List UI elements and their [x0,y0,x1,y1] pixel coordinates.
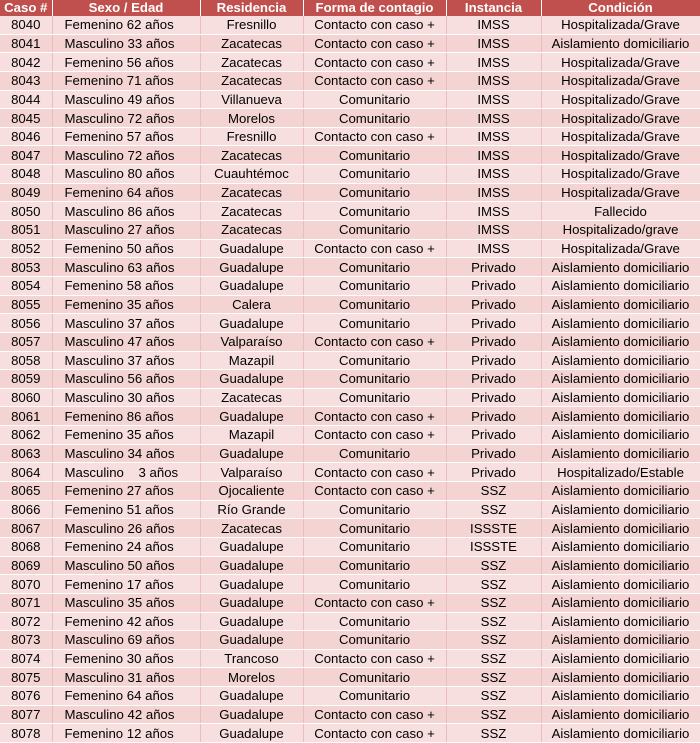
cell-instancia: Privado [446,370,541,389]
cell-caso: 8053 [0,258,52,277]
cell-condicion: Aislamiento domiciliario [541,351,700,370]
cell-caso: 8065 [0,482,52,501]
header-caso: Caso # [0,0,52,16]
cell-instancia: Privado [446,426,541,445]
cell-condicion: Aislamiento domiciliario [541,575,700,594]
cell-sexo-edad: Masculino 69 años [52,631,200,650]
table-row [0,631,700,650]
cell-residencia: Mazapil [200,351,303,370]
table-row [0,444,700,463]
table-row [0,388,700,407]
cell-residencia: Zacatecas [200,53,303,72]
table-row [0,34,700,53]
cell-sexo-edad: Femenino 86 años [52,407,200,426]
cell-sexo-edad: Masculino 27 años [52,221,200,240]
cell-forma-contagio: Comunitario [303,687,446,706]
cell-instancia: SSZ [446,724,541,743]
cell-caso: 8063 [0,444,52,463]
cell-residencia: Mazapil [200,426,303,445]
cell-sexo-edad: Masculino 35 años [52,593,200,612]
cell-caso: 8068 [0,537,52,556]
cell-residencia: Trancoso [200,649,303,668]
table-row [0,575,700,594]
cell-residencia: Guadalupe [200,705,303,724]
table-row [0,146,700,165]
cell-residencia: Zacatecas [200,519,303,538]
cell-condicion: Aislamiento domiciliario [541,668,700,687]
cell-condicion: Aislamiento domiciliario [541,482,700,501]
cell-sexo-edad: Masculino 49 años [52,90,200,109]
cell-instancia: Privado [446,295,541,314]
cell-caso: 8045 [0,109,52,128]
cell-instancia: SSZ [446,612,541,631]
cell-condicion: Aislamiento domiciliario [541,537,700,556]
cell-caso: 8047 [0,146,52,165]
cell-caso: 8049 [0,183,52,202]
cell-condicion: Aislamiento domiciliario [541,426,700,445]
table-row [0,407,700,426]
cell-caso: 8078 [0,724,52,743]
cell-sexo-edad: Masculino 72 años [52,109,200,128]
cell-residencia: Guadalupe [200,687,303,706]
cell-instancia: IMSS [446,183,541,202]
cell-instancia: IMSS [446,221,541,240]
cell-condicion: Hospitalizado/Grave [541,90,700,109]
table-row [0,463,700,482]
table-row [0,370,700,389]
cell-condicion: Aislamiento domiciliario [541,724,700,743]
cell-caso: 8054 [0,276,52,295]
cell-forma-contagio: Contacto con caso + [303,482,446,501]
cell-instancia: IMSS [446,202,541,221]
cell-residencia: Guadalupe [200,575,303,594]
table-row [0,705,700,724]
cell-residencia: Zacatecas [200,34,303,53]
cell-instancia: IMSS [446,16,541,34]
cell-instancia: SSZ [446,631,541,650]
cell-caso: 8064 [0,463,52,482]
cell-instancia: SSZ [446,649,541,668]
cell-instancia: IMSS [446,90,541,109]
cell-condicion: Aislamiento domiciliario [541,593,700,612]
cell-forma-contagio: Contacto con caso + [303,724,446,743]
cell-residencia: Guadalupe [200,314,303,333]
table-row [0,71,700,90]
cell-forma-contagio: Comunitario [303,668,446,687]
header-condicion: Condición [541,0,700,16]
cell-forma-contagio: Contacto con caso + [303,593,446,612]
table-row [0,127,700,146]
cell-instancia: Privado [446,463,541,482]
table-row [0,165,700,184]
table-row [0,556,700,575]
cell-instancia: IMSS [446,146,541,165]
table-body [0,16,700,742]
cell-residencia: Zacatecas [200,388,303,407]
cell-sexo-edad: Masculino 30 años [52,388,200,407]
cell-condicion: Aislamiento domiciliario [541,407,700,426]
cell-sexo-edad: Femenino 42 años [52,612,200,631]
cell-forma-contagio: Comunitario [303,183,446,202]
cell-sexo-edad: Femenino 71 años [52,71,200,90]
cell-residencia: Valparaíso [200,463,303,482]
cell-caso: 8071 [0,593,52,612]
cell-residencia: Fresnillo [200,16,303,34]
cell-forma-contagio: Comunitario [303,295,446,314]
cell-sexo-edad: Masculino 26 años [52,519,200,538]
cell-forma-contagio: Contacto con caso + [303,34,446,53]
cell-instancia: Privado [446,388,541,407]
cell-residencia: Guadalupe [200,370,303,389]
table-row [0,332,700,351]
cell-condicion: Aislamiento domiciliario [541,295,700,314]
cell-forma-contagio: Comunitario [303,146,446,165]
header-row [0,0,700,16]
table-row [0,183,700,202]
cell-forma-contagio: Contacto con caso + [303,426,446,445]
cell-residencia: Calera [200,295,303,314]
cell-forma-contagio: Comunitario [303,556,446,575]
table-row [0,53,700,72]
cell-caso: 8069 [0,556,52,575]
cell-residencia: Guadalupe [200,239,303,258]
cell-sexo-edad: Femenino 57 años [52,127,200,146]
cell-sexo-edad: Masculino 63 años [52,258,200,277]
header-instancia: Instancia [446,0,541,16]
cell-residencia: Guadalupe [200,444,303,463]
cell-sexo-edad: Masculino 33 años [52,34,200,53]
cell-forma-contagio: Comunitario [303,258,446,277]
cell-caso: 8061 [0,407,52,426]
cell-forma-contagio: Contacto con caso + [303,71,446,90]
cell-caso: 8048 [0,165,52,184]
table-row [0,500,700,519]
cell-instancia: Privado [446,444,541,463]
table-row [0,426,700,445]
cell-forma-contagio: Contacto con caso + [303,463,446,482]
cell-instancia: SSZ [446,687,541,706]
table-row [0,221,700,240]
cell-forma-contagio: Contacto con caso + [303,53,446,72]
cell-sexo-edad: Femenino 51 años [52,500,200,519]
cell-residencia: Guadalupe [200,724,303,743]
table-row [0,90,700,109]
cell-instancia: Privado [446,276,541,295]
cell-instancia: SSZ [446,500,541,519]
cell-forma-contagio: Comunitario [303,444,446,463]
cell-caso: 8073 [0,631,52,650]
cell-instancia: SSZ [446,556,541,575]
cell-condicion: Hospitalizada/Grave [541,71,700,90]
cell-forma-contagio: Comunitario [303,351,446,370]
cell-sexo-edad: Femenino 58 años [52,276,200,295]
cell-instancia: IMSS [446,71,541,90]
cell-condicion: Aislamiento domiciliario [541,34,700,53]
cell-instancia: IMSS [446,34,541,53]
table-row [0,276,700,295]
cell-instancia: IMSS [446,165,541,184]
table-row [0,687,700,706]
cell-sexo-edad: Femenino 64 años [52,183,200,202]
cell-forma-contagio: Contacto con caso + [303,16,446,34]
cell-sexo-edad: Femenino 62 años [52,16,200,34]
header-residencia: Residencia [200,0,303,16]
cell-condicion: Aislamiento domiciliario [541,258,700,277]
cell-forma-contagio: Contacto con caso + [303,332,446,351]
cell-caso: 8076 [0,687,52,706]
cell-condicion: Aislamiento domiciliario [541,332,700,351]
header-forma-contagio: Forma de contagio [303,0,446,16]
cell-forma-contagio: Contacto con caso + [303,705,446,724]
cell-condicion: Hospitalizada/Grave [541,127,700,146]
cell-caso: 8044 [0,90,52,109]
cell-sexo-edad: Masculino 80 años [52,165,200,184]
cell-forma-contagio: Comunitario [303,519,446,538]
cell-instancia: IMSS [446,127,541,146]
cell-instancia: Privado [446,314,541,333]
cell-condicion: Hospitalizado/Grave [541,165,700,184]
cell-caso: 8041 [0,34,52,53]
cell-instancia: Privado [446,258,541,277]
cell-forma-contagio: Contacto con caso + [303,407,446,426]
cell-residencia: Zacatecas [200,202,303,221]
cell-condicion: Aislamiento domiciliario [541,705,700,724]
table-row [0,612,700,631]
cell-sexo-edad: Femenino 64 años [52,687,200,706]
cell-instancia: IMSS [446,53,541,72]
cell-forma-contagio: Comunitario [303,165,446,184]
cell-condicion: Aislamiento domiciliario [541,612,700,631]
cell-forma-contagio: Comunitario [303,276,446,295]
cell-residencia: Fresnillo [200,127,303,146]
cell-condicion: Aislamiento domiciliario [541,388,700,407]
cell-forma-contagio: Comunitario [303,202,446,221]
cell-condicion: Aislamiento domiciliario [541,444,700,463]
cell-sexo-edad: Masculino 56 años [52,370,200,389]
cell-caso: 8062 [0,426,52,445]
cell-instancia: SSZ [446,593,541,612]
cell-residencia: Morelos [200,668,303,687]
cell-forma-contagio: Comunitario [303,500,446,519]
cell-residencia: Zacatecas [200,146,303,165]
cell-sexo-edad: Masculino 37 años [52,314,200,333]
cell-condicion: Hospitalizado/Grave [541,109,700,128]
cell-caso: 8043 [0,71,52,90]
cell-sexo-edad: Masculino 86 años [52,202,200,221]
cell-caso: 8051 [0,221,52,240]
cell-caso: 8056 [0,314,52,333]
cell-condicion: Hospitalizado/Estable [541,463,700,482]
cell-caso: 8067 [0,519,52,538]
cell-sexo-edad: Femenino 30 años [52,649,200,668]
cell-condicion: Aislamiento domiciliario [541,649,700,668]
cell-sexo-edad: Masculino 3 años [52,463,200,482]
table-row [0,668,700,687]
cell-forma-contagio: Contacto con caso + [303,649,446,668]
cell-sexo-edad: Femenino 12 años [52,724,200,743]
cell-residencia: Villanueva [200,90,303,109]
cell-instancia: SSZ [446,482,541,501]
cell-residencia: Guadalupe [200,537,303,556]
cell-residencia: Guadalupe [200,407,303,426]
cell-instancia: ISSSTE [446,537,541,556]
cell-condicion: Aislamiento domiciliario [541,370,700,389]
cell-residencia: Ojocaliente [200,482,303,501]
cell-sexo-edad: Femenino 50 años [52,239,200,258]
cell-residencia: Cuauhtémoc [200,165,303,184]
cell-forma-contagio: Comunitario [303,537,446,556]
cell-sexo-edad: Femenino 35 años [52,295,200,314]
cell-residencia: Zacatecas [200,183,303,202]
cell-forma-contagio: Comunitario [303,109,446,128]
cell-caso: 8040 [0,16,52,34]
cell-sexo-edad: Femenino 24 años [52,537,200,556]
cell-caso: 8075 [0,668,52,687]
cell-condicion: Hospitalizado/grave [541,221,700,240]
cell-sexo-edad: Masculino 34 años [52,444,200,463]
cell-caso: 8057 [0,332,52,351]
cell-caso: 8058 [0,351,52,370]
table-row [0,482,700,501]
cell-residencia: Guadalupe [200,556,303,575]
cell-sexo-edad: Masculino 31 años [52,668,200,687]
cell-caso: 8077 [0,705,52,724]
cell-condicion: Aislamiento domiciliario [541,314,700,333]
cell-residencia: Morelos [200,109,303,128]
cell-caso: 8074 [0,649,52,668]
cell-condicion: Aislamiento domiciliario [541,519,700,538]
table-row [0,295,700,314]
cell-caso: 8046 [0,127,52,146]
cell-condicion: Hospitalizada/Grave [541,16,700,34]
cell-instancia: Privado [446,332,541,351]
cell-sexo-edad: Masculino 47 años [52,332,200,351]
cell-caso: 8052 [0,239,52,258]
cell-caso: 8050 [0,202,52,221]
cell-residencia: Zacatecas [200,221,303,240]
cell-instancia: SSZ [446,575,541,594]
table-row [0,202,700,221]
cell-residencia: Guadalupe [200,593,303,612]
cell-sexo-edad: Femenino 56 años [52,53,200,72]
cell-instancia: Privado [446,407,541,426]
cell-sexo-edad: Femenino 27 años [52,482,200,501]
cell-residencia: Valparaíso [200,332,303,351]
cell-residencia: Guadalupe [200,631,303,650]
cell-instancia: IMSS [446,239,541,258]
cell-condicion: Hospitalizada/Grave [541,183,700,202]
cell-sexo-edad: Masculino 72 años [52,146,200,165]
table-row [0,537,700,556]
table-row [0,519,700,538]
cell-instancia: ISSSTE [446,519,541,538]
cell-sexo-edad: Masculino 42 años [52,705,200,724]
table-row [0,351,700,370]
table-row [0,109,700,128]
table-row [0,239,700,258]
cell-sexo-edad: Masculino 37 años [52,351,200,370]
cell-instancia: Privado [446,351,541,370]
table-row [0,258,700,277]
cell-forma-contagio: Comunitario [303,221,446,240]
cell-instancia: IMSS [446,109,541,128]
cell-caso: 8066 [0,500,52,519]
cell-condicion: Hospitalizada/Grave [541,53,700,72]
cell-condicion: Aislamiento domiciliario [541,631,700,650]
cell-residencia: Guadalupe [200,276,303,295]
cell-condicion: Fallecido [541,202,700,221]
cell-residencia: Guadalupe [200,612,303,631]
cell-condicion: Hospitalizada/Grave [541,239,700,258]
cell-instancia: SSZ [446,668,541,687]
cell-forma-contagio: Comunitario [303,388,446,407]
cell-condicion: Aislamiento domiciliario [541,687,700,706]
cell-sexo-edad: Masculino 50 años [52,556,200,575]
cell-caso: 8055 [0,295,52,314]
cell-forma-contagio: Comunitario [303,314,446,333]
cell-caso: 8060 [0,388,52,407]
cell-forma-contagio: Comunitario [303,575,446,594]
cell-forma-contagio: Comunitario [303,612,446,631]
table-row [0,314,700,333]
cell-forma-contagio: Comunitario [303,90,446,109]
cell-forma-contagio: Contacto con caso + [303,239,446,258]
table-row [0,649,700,668]
cell-sexo-edad: Femenino 17 años [52,575,200,594]
cell-forma-contagio: Contacto con caso + [303,127,446,146]
cell-sexo-edad: Femenino 35 años [52,426,200,445]
cell-residencia: Río Grande [200,500,303,519]
table-row [0,593,700,612]
cell-condicion: Aislamiento domiciliario [541,556,700,575]
table-row [0,16,700,34]
cell-caso: 8072 [0,612,52,631]
cell-condicion: Hospitalizado/Grave [541,146,700,165]
cell-caso: 8042 [0,53,52,72]
cell-caso: 8059 [0,370,52,389]
cell-condicion: Aislamiento domiciliario [541,276,700,295]
cell-residencia: Guadalupe [200,258,303,277]
cell-condicion: Aislamiento domiciliario [541,500,700,519]
cell-forma-contagio: Comunitario [303,631,446,650]
cell-forma-contagio: Comunitario [303,370,446,389]
cell-instancia: SSZ [446,705,541,724]
cell-caso: 8070 [0,575,52,594]
cell-residencia: Zacatecas [200,71,303,90]
header-sexo-edad: Sexo / Edad [52,0,200,16]
